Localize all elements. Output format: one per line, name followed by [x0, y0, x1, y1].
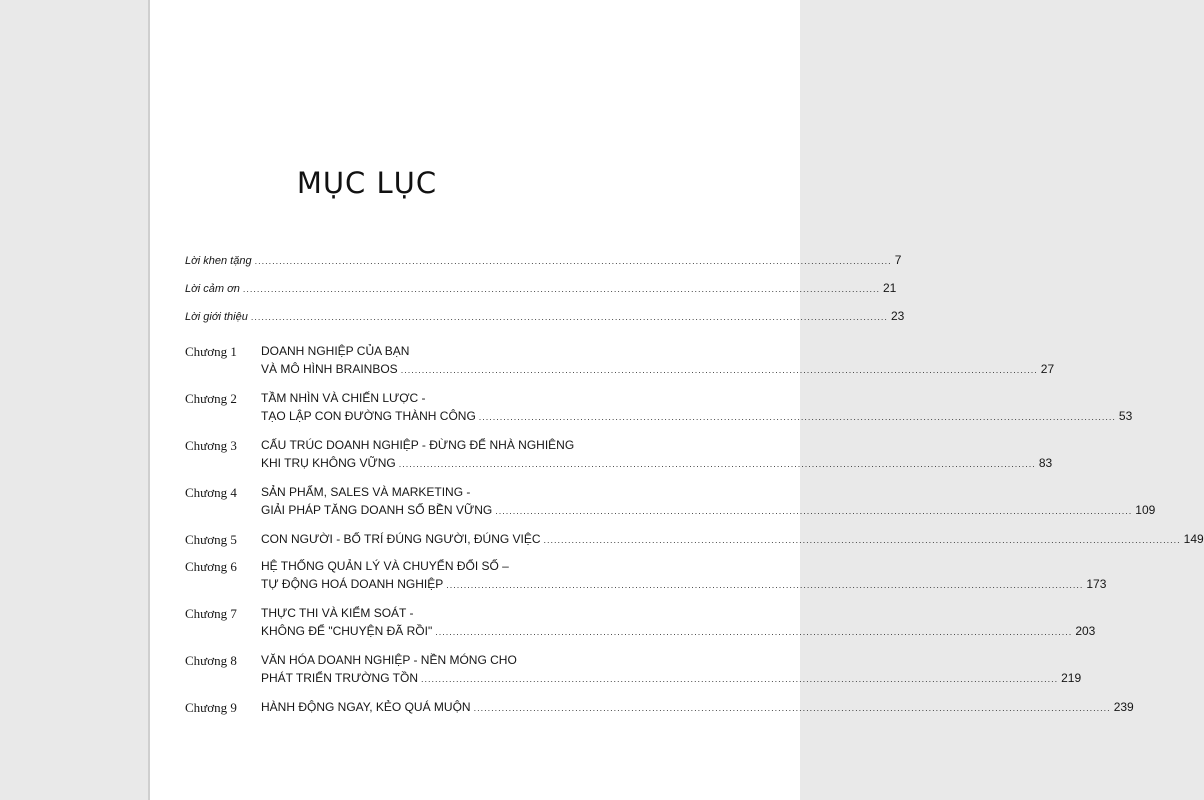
chapter-title-line: THỰC THI VÀ KIỂM SOÁT - — [261, 606, 414, 620]
chapter-entry — [185, 698, 1134, 717]
chapter-number: Chương 7 — [185, 606, 237, 621]
toc-entry-page: 23 — [890, 309, 905, 323]
chapter-title-line: CẤU TRÚC DOANH NGHIỆP - ĐỪNG ĐỂ NHÀ NGHIÊNG — [261, 438, 575, 452]
chapter-title-line: PHÁT TRIỂN TRƯỜNG TỒN — [261, 671, 419, 685]
chapter-title-line: HỆ THỐNG QUẢN LÝ VÀ CHUYỂN ĐỔI SỐ – — [261, 559, 509, 573]
chapter-page: 109 — [1135, 503, 1156, 517]
chapter-page: 83 — [1038, 456, 1053, 470]
dot-leader — [401, 361, 1038, 379]
chapter-number: Chương 5 — [185, 532, 237, 547]
chapter-entry — [185, 557, 1107, 594]
toc-entry-label: Lời khen tặng — [185, 255, 252, 267]
chapter-title-line: HÀNH ĐỘNG NGAY, KẺO QUÁ MUỘN — [261, 700, 471, 714]
chapter-number: Chương 8 — [185, 653, 237, 668]
dot-leader — [421, 670, 1058, 688]
dot-leader — [399, 455, 1036, 473]
toc-entry-label: Lời giới thiệu — [185, 311, 248, 323]
chapter-title-line: KHI TRỤ KHÔNG VỮNG — [261, 456, 396, 470]
chapter-entry — [185, 530, 1204, 549]
dot-leader — [243, 281, 880, 297]
chapter-number: Chương 9 — [185, 700, 237, 715]
chapter-title-line: TỰ ĐỘNG HOÁ DOANH NGHIỆP — [261, 577, 444, 591]
chapter-page: 239 — [1113, 700, 1134, 714]
chapter-page: 219 — [1061, 671, 1082, 685]
chapter-title-line: TẦM NHÌN VÀ CHIẾN LƯỢC - — [261, 391, 426, 405]
chapter-page: 149 — [1183, 532, 1204, 546]
page-title: MỤC LỤC — [296, 166, 438, 200]
chapter-title-line: GIẢI PHÁP TĂNG DOANH SỐ BỀN VỮNG — [261, 503, 493, 517]
chapter-page: 53 — [1118, 409, 1133, 423]
chapter-title-line: TẠO LẬP CON ĐƯỜNG THÀNH CÔNG — [261, 409, 476, 423]
chapter-entry — [185, 436, 1053, 473]
chapter-title-line: CON NGƯỜI - BỐ TRÍ ĐÚNG NGƯỜI, ĐÚNG VIỆC — [261, 532, 541, 546]
chapter-title-line: VÀ MÔ HÌNH BRAINBOS — [261, 362, 398, 376]
table-of-contents — [185, 252, 1204, 715]
chapter-page: 173 — [1086, 577, 1107, 591]
toc-entry — [185, 252, 902, 280]
chapter-number: Chương 3 — [185, 438, 237, 453]
dot-leader — [495, 502, 1132, 520]
dot-leader — [474, 699, 1111, 717]
chapter-number: Chương 1 — [185, 344, 237, 359]
toc-entry-page: 7 — [894, 253, 902, 267]
dot-leader — [251, 309, 888, 325]
dot-leader — [544, 531, 1181, 549]
chapter-number: Chương 2 — [185, 391, 237, 406]
chapter-entry — [185, 651, 1082, 688]
chapter-page: 27 — [1040, 362, 1055, 376]
toc-entry — [185, 280, 897, 308]
toc-entry — [185, 308, 905, 344]
dot-leader — [255, 253, 892, 269]
dot-leader — [435, 623, 1072, 641]
chapter-title-line: VĂN HÓA DOANH NGHIỆP - NỀN MÓNG CHO — [261, 653, 517, 667]
dot-leader — [479, 408, 1116, 426]
chapter-entry — [185, 483, 1156, 520]
chapter-page: 203 — [1075, 624, 1096, 638]
chapter-title-line: KHÔNG ĐỂ "CHUYỆN ĐÃ RỒI" — [261, 624, 433, 638]
chapter-number: Chương 6 — [185, 559, 237, 574]
chapter-entry — [185, 342, 1055, 379]
chapter-entry — [185, 604, 1096, 641]
chapter-title-line: DOANH NGHIỆP CỦA BẠN — [261, 344, 410, 358]
dot-leader — [446, 576, 1083, 594]
toc-entry-page: 21 — [882, 281, 897, 295]
chapter-number: Chương 4 — [185, 485, 237, 500]
toc-entry-label: Lời cảm ơn — [185, 283, 240, 295]
chapter-title-line: SẢN PHẨM, SALES VÀ MARKETING - — [261, 485, 471, 499]
chapter-entry — [185, 389, 1133, 426]
